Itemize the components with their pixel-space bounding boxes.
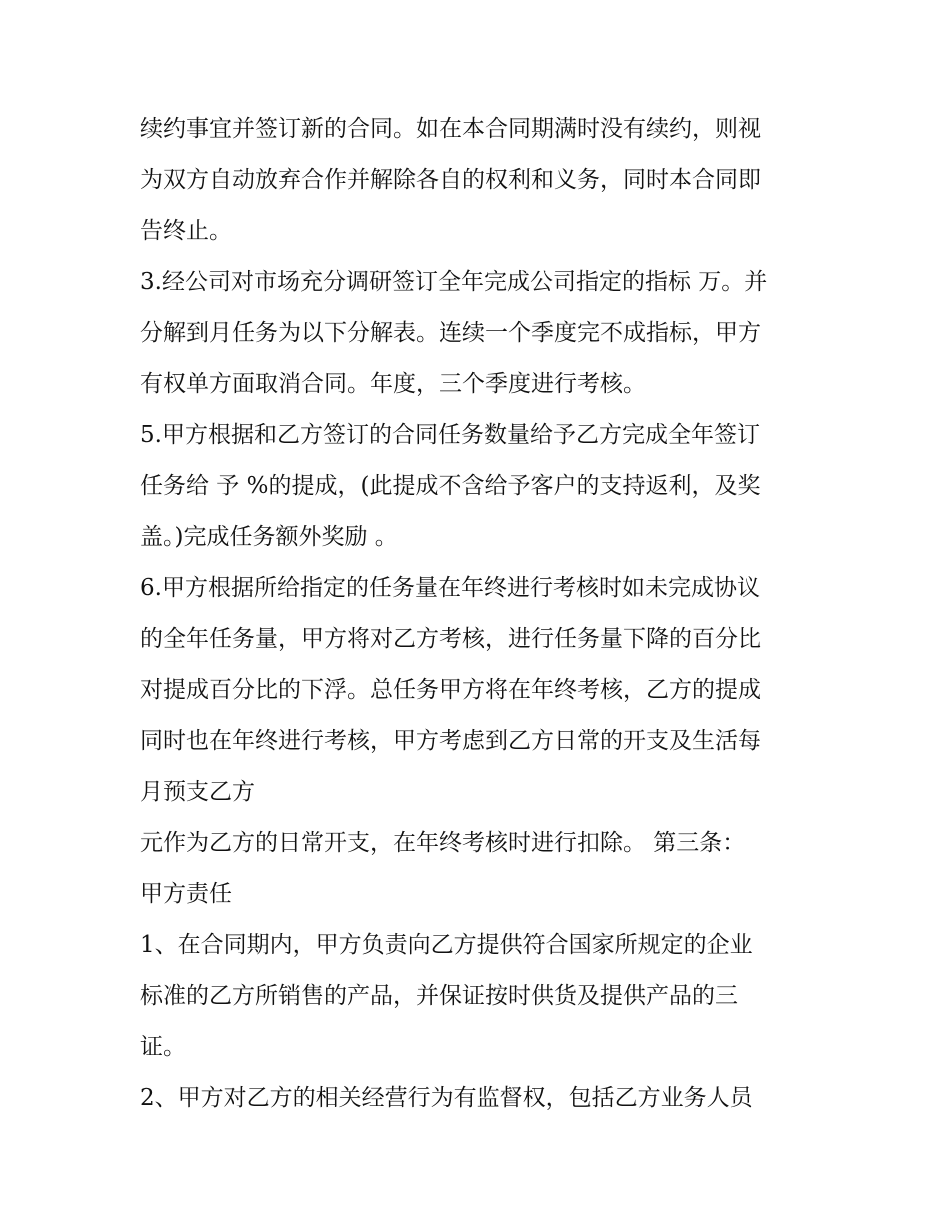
text-line: 3.经公司对市场充分调研签订全年完成公司指定的指标 万。并 <box>140 269 768 295</box>
text-line: 证。 <box>140 1034 186 1060</box>
text-line: 为双方自动放弃合作并解除各自的权利和义务，同时本合同即 <box>140 167 761 193</box>
text-line: 的全年任务量，甲方将对乙方考核，进行任务量下降的百分比 <box>140 626 761 652</box>
text-line: 任务给 予 %的提成，(此提成不含给予客户的支持返利，及奖 <box>140 473 761 499</box>
text-line: 对提成百分比的下浮。总任务甲方将在年终考核，乙方的提成 <box>140 677 761 703</box>
contract-text <box>140 104 820 1124</box>
text-line: 同时也在年终进行考核，甲方考虑到乙方日常的开支及生活每 <box>140 728 761 754</box>
text-line: 月预支乙方 <box>140 779 255 805</box>
text-line: 有权单方面取消合同。年度，三个季度进行考核。 <box>140 371 646 397</box>
text-line: 盖。)完成任务额外奖励 。 <box>140 524 398 550</box>
text-line: 6.甲方根据所给指定的任务量在年终进行考核时如未完成协议 <box>140 575 760 601</box>
text-line: 5.甲方根据和乙方签订的合同任务数量给予乙方完成全年签订 <box>140 422 760 448</box>
text-line: 分解到月任务为以下分解表。连续一个季度完不成指标，甲方 <box>140 320 761 346</box>
text-line: 续约事宜并签订新的合同。如在本合同期满时没有续约，则视 <box>140 116 761 142</box>
text-line: 甲方责任 <box>140 881 232 907</box>
text-line: 告终止。 <box>140 218 232 244</box>
text-line: 1、在合同期内，甲方负责向乙方提供符合国家所规定的企业 <box>140 932 753 958</box>
text-line: 2、甲方对乙方的相关经营行为有监督权，包括乙方业务人员 <box>140 1085 753 1111</box>
text-line: 标准的乙方所销售的产品，并保证按时供货及提供产品的三 <box>140 983 738 1009</box>
text-line: 元作为乙方的日常开支，在年终考核时进行扣除。 第三条： <box>140 830 746 856</box>
